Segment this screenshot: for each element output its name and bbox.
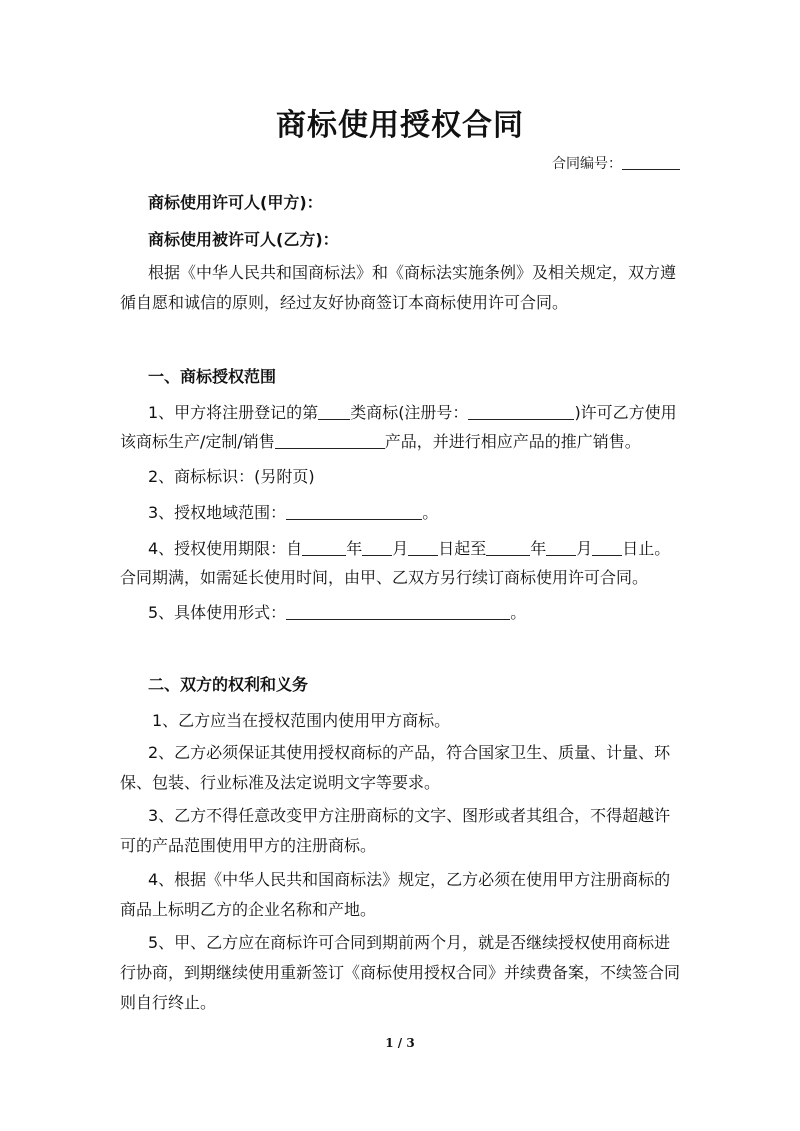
s1-item3-text-b: 。: [422, 503, 439, 522]
end-year-label: 年: [530, 539, 547, 558]
end-month-label: 月: [576, 539, 593, 558]
contract-number-blank[interactable]: [622, 155, 680, 170]
usage-form-blank[interactable]: [286, 605, 510, 620]
s1-item1-text-b: 类商标(注册号：: [350, 403, 469, 422]
s2-item4-text: 4、根据《中华人民共和国商标法》规定，乙方必须在使用甲方注册商标的商品上标明乙方的企业名称和产地。: [120, 870, 671, 919]
s1-item3-text-a: 3、授权地域范围：: [148, 503, 287, 522]
start-month-label: 月: [392, 539, 409, 558]
territory-blank[interactable]: [286, 505, 422, 520]
contract-number-label: 合同编号：: [552, 156, 622, 172]
intro-paragraph: [120, 258, 680, 318]
product-blank[interactable]: [275, 434, 385, 449]
page-number: 1 / 3: [385, 1036, 415, 1050]
start-day-blank[interactable]: [408, 541, 438, 556]
start-day-label: 日起至: [438, 539, 487, 558]
s1-item1-line1: [148, 400, 680, 423]
s1-item4-line1: [148, 536, 680, 559]
s1-item1-text-a: 1、甲方将注册登记的第: [148, 403, 319, 422]
s1-item1-text-d: 该商标生产/定制/销售: [120, 432, 275, 451]
s2-item2-text: 2、乙方必须保证其使用授权商标的产品，符合国家卫生、质量、计量、环保、包装、行业标准及法定说明文字等要求。: [120, 743, 671, 792]
registration-number-blank[interactable]: [468, 405, 574, 420]
s1-item1-text-e: 产品，并进行相应产品的推广销售。: [384, 432, 641, 451]
s1-item5-text-b: 。: [510, 603, 527, 622]
s1-item2: 2、商标标识：(另附页): [148, 467, 315, 486]
licensee-line: 商标使用被许可人(乙方)：: [148, 230, 339, 249]
s1-item4-text-a: 4、授权使用期限：自: [148, 539, 303, 558]
end-day-blank[interactable]: [592, 541, 622, 556]
s1-item1-text-c: )许可乙方使用: [574, 403, 677, 422]
section1-heading: 一、商标授权范围: [148, 367, 277, 386]
s1-item4-line2: 合同期满，如需延长使用时间，由甲、乙双方另行续订商标使用许可合同。: [120, 568, 649, 587]
s1-item1-line2: [120, 429, 680, 452]
section2-heading: 二、双方的权利和义务: [148, 675, 309, 694]
s2-item3: [120, 801, 680, 861]
start-year-blank[interactable]: [302, 541, 346, 556]
end-year-blank[interactable]: [486, 541, 530, 556]
s2-item5-text: 5、甲、乙方应在商标许可合同到期前两个月，就是否继续授权使用商标进行协商，到期继续使用重新签订《商标使用授权合同》并续费备案，不续签合同则自行终止。: [120, 933, 681, 1012]
s2-item3-text: 3、乙方不得任意改变甲方注册商标的文字、图形或者其组合，不得超越许可的产品范围使用甲方的注册商标。: [120, 806, 671, 855]
licensor-line: 商标使用许可人(甲方)：: [148, 193, 323, 212]
document-title: 商标使用授权合同: [276, 108, 524, 143]
intro-text: 根据《中华人民共和国商标法》和《商标法实施条例》及相关规定，双方遵循自愿和诚信的原则，经过友好协商签订本商标使用许可合同。: [120, 263, 677, 312]
s1-item5-text-a: 5、具体使用形式：: [148, 603, 287, 622]
s1-item3: [148, 500, 680, 523]
end-month-blank[interactable]: [546, 541, 576, 556]
end-day-label: 日止。: [622, 539, 671, 558]
s2-item1: 1、乙方应当在授权范围内使用甲方商标。: [152, 711, 451, 730]
contract-number: [552, 153, 680, 173]
s2-item5: [120, 928, 680, 1018]
s2-item4: [120, 865, 680, 925]
start-year-label: 年: [346, 539, 363, 558]
class-number-blank[interactable]: [318, 405, 350, 420]
s1-item5: [148, 600, 680, 623]
s2-item2: [120, 738, 680, 798]
start-month-blank[interactable]: [362, 541, 392, 556]
